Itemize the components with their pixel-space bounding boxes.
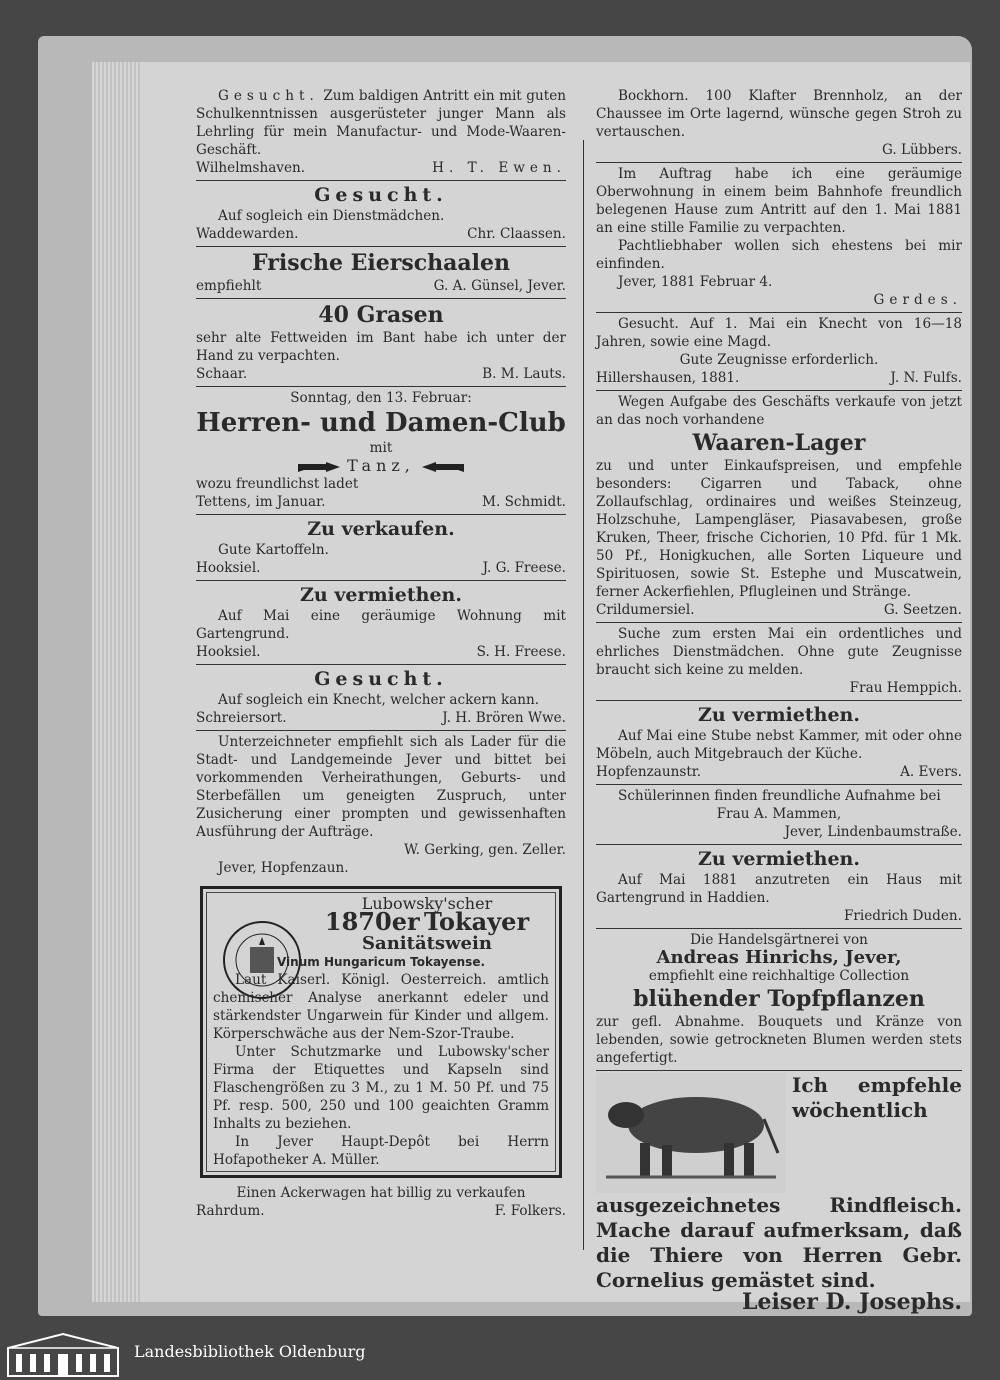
ad-title: Waaren-Lager (692, 430, 866, 456)
ad-title: Zu vermiethen. (300, 584, 462, 606)
ad-body: Auf sogleich ein Dienstmädchen. (218, 208, 445, 224)
ad-address: Jever, Lindenbaumstraße. (784, 824, 962, 840)
ad-body: Schülerinnen finden freundliche Aufnahme bei (618, 788, 941, 804)
ad-signer: W. Gerking, gen. Zeller. (403, 842, 566, 858)
ad-waarenlager (596, 391, 962, 623)
ad-body: Im Auftrag habe ich eine geräumige Oberwohnung in einem beim Bahnhofe freundlich belegenen Hause zum Antritt auf den 1. Mai 1881 an eine stille Familie zu verpachten. (596, 166, 962, 236)
ad-body: In Jever Haupt-Depôt bei Herrn Hofapotheker A. Müller. (213, 1134, 549, 1168)
ad-signer: J. H. Brören Wwe. (442, 710, 566, 726)
ad-body: zur gefl. Abnahme. Bouquets und Kränze von lebenden, sowie getrockneten Blumen werden stets angefertigt. (596, 1014, 962, 1066)
ad-ackerwagen (196, 1182, 566, 1223)
ad-intro: Die Handelsgärtnerei von (690, 932, 868, 948)
ad-kartoffeln (196, 515, 566, 581)
ad-body: Laut Kaiserl. Königl. Oesterreich. amtlich chemischer Analyse anerkannt edeler und stärkendster Ungarwein für Kinder und allgem. Körperschwäche aus der Nem-Szor-Traube. (213, 972, 549, 1042)
ad-signer: Friedrich Duden. (843, 908, 962, 924)
ad-title: Zu verkaufen. (307, 518, 455, 540)
ad-title: 40 Grasen (318, 302, 444, 328)
ad-place: Rahrdum. (196, 1203, 265, 1219)
ad-haus (596, 845, 962, 929)
ad-place: Schaar. (196, 366, 248, 382)
ad-place: Hillershausen, 1881. (596, 370, 740, 386)
ad-body: Gesucht. Auf 1. Mai ein Knecht von 16—18 Jahren, sowie eine Magd. (596, 316, 962, 350)
ad-wohnung (196, 581, 566, 665)
pointing-hand-left-icon (420, 460, 466, 474)
ad-body: Ich empfehle wöchentlich ausgezeichnetes Rindfleisch. Mache darauf aufmerksam, daß die Thiere von Herren Gebr. Cornelius gemästet sind. (596, 1073, 962, 1292)
ad-topfpflanzen (596, 929, 962, 1071)
ad-title: blühender Topfpflanzen (633, 986, 925, 1012)
ad-title: Frische Eierschaalen (252, 250, 510, 276)
ad-title: Gesucht. (314, 184, 448, 206)
ad-eierschaalen (196, 247, 566, 299)
ad-subtitle: Sanitätswein (362, 933, 492, 954)
ad-body: Einen Ackerwagen hat billig zu verkaufen (236, 1185, 526, 1201)
ad-place: Crildumersiel. (596, 602, 695, 618)
ad-signer: Frau A. Mammen, (716, 806, 842, 822)
library-building-logo (4, 1332, 122, 1378)
ad-year: 1870er (324, 907, 420, 936)
ad-signer: G. Seetzen. (883, 602, 962, 618)
ad-body: Unter Schutzmarke und Lubowsky'scher Firma der Etiquettes und Kapseln sind Flaschengrößen zu 3 M., zu 1 M. 50 Pf. und 75 Pf. resp. 500, 250 und 100 geaichten Gramm Inhalts zu beziehen. (213, 1044, 549, 1132)
ad-title: Gesucht. (218, 88, 319, 104)
right-column (596, 85, 962, 1314)
ad-place: Tettens, im Januar. (196, 494, 326, 510)
ad-mit: mit (369, 440, 393, 456)
ad-rindfleisch (596, 1071, 962, 1314)
ad-knecht-magd (596, 313, 962, 391)
ad-place: Waddewarden. (196, 226, 299, 242)
ad-place: Jever, 1881 Februar 4. (618, 274, 773, 290)
ad-gesucht-lehrling (196, 85, 566, 181)
ad-body: Auf Mai eine geräumige Wohnung mit Gartengrund. (196, 608, 566, 642)
left-column (196, 85, 566, 1223)
ad-title: Herren- und Damen-Club (196, 408, 566, 438)
ad-grasen (196, 299, 566, 387)
library-footer (0, 1328, 1000, 1380)
ad-place: Wilhelmshaven. (196, 160, 306, 176)
cow-illustration (596, 1073, 786, 1193)
ad-signer: J. G. Freese. (482, 560, 566, 576)
ad-note: Gute Zeugnisse erforderlich. (679, 352, 879, 368)
ad-signer: Chr. Claassen. (467, 226, 566, 242)
ad-body: Pachtliebhaber wollen sich ehestens bei mir einfinden. (596, 238, 962, 272)
ad-body: empfiehlt (196, 278, 262, 294)
library-name: Landesbibliothek Oldenburg (134, 1342, 366, 1361)
ad-place: Schreiersort. (196, 710, 287, 726)
ad-title: Tokayer (423, 907, 530, 936)
ad-place: Hopfenzaunstr. (596, 764, 702, 780)
ad-signer: Frau Hempрich. (849, 680, 962, 696)
ad-body: Auf Mai eine Stube nebst Kammer, mit oder ohne Möbeln, auch Mitgebrauch der Küche. (596, 728, 962, 762)
ad-body: wozu freundlichst ladet (196, 476, 359, 492)
ad-dienstmaedchen-gesucht (596, 623, 962, 701)
ad-signer: A. Evers. (900, 764, 962, 780)
ad-signer: S. H. Freese. (476, 644, 566, 660)
ad-body: Auf Mai 1881 anzutreten ein Haus mit Gartengrund in Haddien. (596, 872, 962, 906)
ad-intro: Wegen Aufgabe des Geschäfts verkaufe von jetzt an das noch vorhandene (596, 394, 962, 428)
ad-title: Zu vermiethen. (698, 704, 860, 726)
ad-title: Zu vermiethen. (698, 848, 860, 870)
ad-gesucht-dienstmaedchen (196, 181, 566, 247)
ad-title: Gesucht. (314, 668, 448, 690)
ad-signer: G. A. Günsel, Jever. (433, 278, 566, 294)
ad-signer: J. N. Fulfs. (890, 370, 962, 386)
ad-place: Hooksiel. (196, 560, 261, 576)
ad-place: Hooksiel. (196, 644, 261, 660)
ad-signer: G. Lübbers. (881, 142, 962, 158)
ad-signer: F. Folkers. (494, 1203, 566, 1219)
ad-schuelerinnen (596, 785, 962, 845)
ad-body: zu und unter Einkaufspreisen, und empfehle besonders: Cigarren und Taback, ohne Zollaufschlag, ordinaires und weißes Steinzeug, Holzschuhe, Lampengläser, Piasavabesen, große Kruken, Theer, frische Cichorien, 10 Pfd. für 1 Mk. 50 Pf., Honigkuchen, alle Sorten Liqueure und Spirituosen, sowie St. Estephe und Muscatwein, ferner Ackerfiehlen, Pflugleinen und Stränge. (596, 458, 962, 600)
ad-latin: Vinum Hungaricum Tokayense. (276, 955, 486, 969)
ad-mid: empfiehlt eine reichhaltige Collection (648, 968, 910, 984)
pointing-hand-right-icon (296, 460, 342, 474)
ad-header: Lubowsky'scher (361, 894, 493, 913)
ad-body: Auf sogleich ein Knecht, welcher ackern kann. (218, 692, 540, 708)
ad-signer: Leiser D. Josephs. (742, 1289, 962, 1315)
ad-tanz: Tanz, (347, 456, 415, 475)
ad-signer: M. Schmidt. (482, 494, 566, 510)
ad-body: Bockhorn. 100 Klafter Brennholz, an der Chaussee im Orte lagernd, wünsche gegen Stroh zu vertauschen. (596, 88, 962, 140)
ad-signer: B. M. Lauts. (482, 366, 566, 382)
ad-body: Zum baldigen Antritt ein mit guten Schulkenntnissen ausgerüsteter junger Mann als Lehrling für mein Manufactur- und Mode-Waaren-Geschäft. (196, 88, 566, 158)
ad-body: Suche zum ersten Mai ein ordentliches und ehrliches Dienstmädchen. Ohne gute Zeugnisse braucht sich keine zu melden. (596, 626, 962, 678)
ad-knecht (196, 665, 566, 731)
ad-body: sehr alte Fettweiden im Bant habe ich unter der Hand zu verpachten. (196, 330, 566, 364)
ad-signer: H. T. Ewen. (432, 160, 566, 176)
ad-signer: Gerdes. (873, 292, 962, 308)
ad-date: Sonntag, den 13. Februar: (290, 390, 472, 406)
ad-tokayer-box (200, 886, 562, 1178)
ad-name: Andreas Hinrichs, Jever, (656, 947, 902, 968)
ad-body: Gute Kartoffeln. (218, 542, 329, 558)
ad-oberwohnung (596, 163, 962, 313)
ad-place: Jever, Hopfenzaun. (218, 860, 349, 876)
ad-club (196, 387, 566, 515)
ad-stube (596, 701, 962, 785)
ad-brennholz (596, 85, 962, 163)
ad-body: Unterzeichneter empfiehlt sich als Lader für die Stadt- und Landgemeinde Jever und bittet bei vorkommenden Verheirathungen, Geburts- und Sterbefällen um geneigten Zuspruch, unter Zusicherung einer prompten und gewissenhaften Ausführung der Aufträge. (196, 734, 566, 840)
ad-lader (196, 731, 566, 880)
column-divider (583, 140, 584, 1250)
